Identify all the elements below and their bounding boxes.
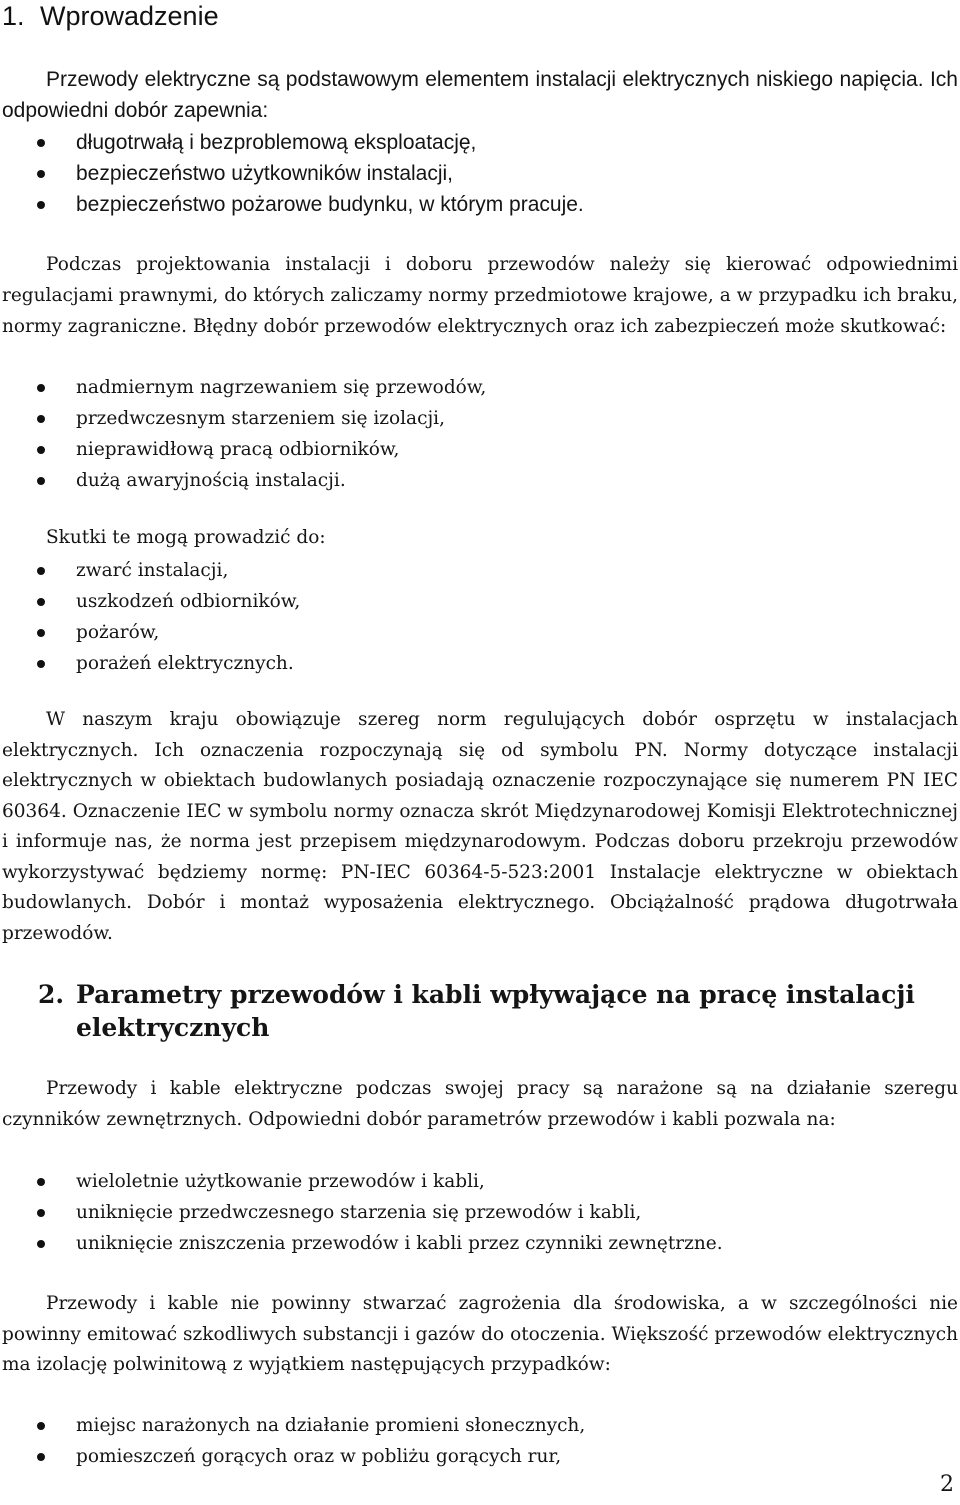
section-2-heading <box>38 978 938 1044</box>
list-item: zwarć instalacji, <box>0 555 958 586</box>
list-item: uniknięcie zniszczenia przewodów i kabli przez czynniki zewnętrzne. <box>0 1228 958 1259</box>
bullet-icon <box>37 446 45 454</box>
list-item: porażeń elektrycznych. <box>0 648 958 679</box>
page-number: 2 <box>940 1472 954 1497</box>
list-item: miejsc narażonych na działanie promieni słonecznych, <box>0 1410 958 1441</box>
list-item: uniknięcie przedwczesnego starzenia się przewodów i kabli, <box>0 1197 958 1228</box>
bullet-icon <box>37 415 45 423</box>
section-2-number: 2. <box>38 980 65 1009</box>
bullet-icon <box>37 1422 45 1430</box>
consequences-bullet-list <box>0 555 958 679</box>
bullet-icon <box>37 1178 45 1186</box>
section-1-number: 1. <box>2 1 25 31</box>
bullet-icon <box>37 598 45 606</box>
bullet-icon <box>37 139 45 147</box>
intro-paragraph: Przewody elektryczne są podstawowym elementem instalacji elektrycznych niskiego napięcia. Ich odpowiedni dobór zapewnia: <box>2 68 958 122</box>
bullet-icon <box>37 629 45 637</box>
bullet-icon <box>37 567 45 575</box>
list-item: nadmiernym nagrzewaniem się przewodów, <box>0 372 958 403</box>
list-item: bezpieczeństwo pożarowe budynku, w którym pracuje. <box>0 189 958 220</box>
list-item: dużą awaryjnością instalacji. <box>0 465 958 496</box>
bullet-icon <box>37 1240 45 1248</box>
bullet-icon <box>37 1453 45 1461</box>
section-1-title: Wprowadzenie <box>40 1 219 31</box>
benefits-bullet-list <box>0 1166 958 1259</box>
list-item: wieloletnie użytkowanie przewodów i kabli, <box>0 1166 958 1197</box>
bullet-icon <box>37 384 45 392</box>
design-paragraph: Podczas projektowania instalacji i doboru przewodów należy się kierować odpowiednimi regulacjami prawnymi, do których zaliczamy normy przedmiotowe krajowe, a w przypadku ich braku, normy zagraniczne. Błędny dobór przewodów elektrycznych oraz ich zabezpieczeń może skutkować: <box>2 254 958 337</box>
effects-bullet-list <box>0 372 958 496</box>
exceptions-bullet-list <box>0 1410 958 1472</box>
list-item: uszkodzeń odbiorników, <box>0 586 958 617</box>
section-2-title: Parametry przewodów i kabli wpływające na pracę instalacji elektrycznych <box>76 980 915 1042</box>
list-item: długotrwałą i bezproblemową eksploatację, <box>0 127 958 158</box>
bullet-icon <box>37 1209 45 1217</box>
bullet-icon <box>37 170 45 178</box>
list-item: bezpieczeństwo użytkowników instalacji, <box>0 158 958 189</box>
bullet-icon <box>37 660 45 668</box>
section-2-intro: Przewody i kable elektryczne podczas swojej pracy są narażone są na działanie szeregu czynników zewnętrznych. Odpowiedni dobór parametrów przewodów i kabli pozwala na: <box>2 1078 958 1130</box>
section-1-heading <box>2 0 219 32</box>
bullet-icon <box>37 201 45 209</box>
list-item: pomieszczeń gorących oraz w pobliżu gorących rur, <box>0 1441 958 1472</box>
bullet-icon <box>37 477 45 485</box>
list-item: przedwczesnym starzeniem się izolacji, <box>0 403 958 434</box>
intro-bullet-list <box>0 127 958 220</box>
environment-paragraph: Przewody i kable nie powinny stwarzać zagrożenia dla środowiska, a w szczególności nie powinny emitować szkodliwych substancji i gazów do otoczenia. Większość przewodów elektrycznych ma izolację polwinitową z wyjątkiem następujących przypadków: <box>2 1293 958 1375</box>
norms-paragraph: W naszym kraju obowiązuje szereg norm regulujących dobór osprzętu w instalacjach elektrycznych. Ich oznaczenia rozpoczynają się od symbolu PN. Normy dotyczące instalacji elektrycznych w obiektach budowlanych posiadają oznaczenie rozpoczynające się numerem PN IEC 60364. Oznaczenie IEC w symbolu normy oznacza skrót Międzynarodowej Komisji Elektrotechnicznej i informuje nas, że norma jest przepisem międzynarodowym. Podczas doboru przekroju przewodów wykorzystywać będziemy normę: PN-IEC 60364-5-523:2001 Instalacje elektryczne w obiektach budowlanych. Dobór i montaż wyposażenia elektrycznego. Obciążalność prądowa długotrwała przewodów. <box>2 709 958 944</box>
consequences-intro: Skutki te mogą prowadzić do: <box>46 527 326 548</box>
list-item: nieprawidłową pracą odbiorników, <box>0 434 958 465</box>
list-item: pożarów, <box>0 617 958 648</box>
